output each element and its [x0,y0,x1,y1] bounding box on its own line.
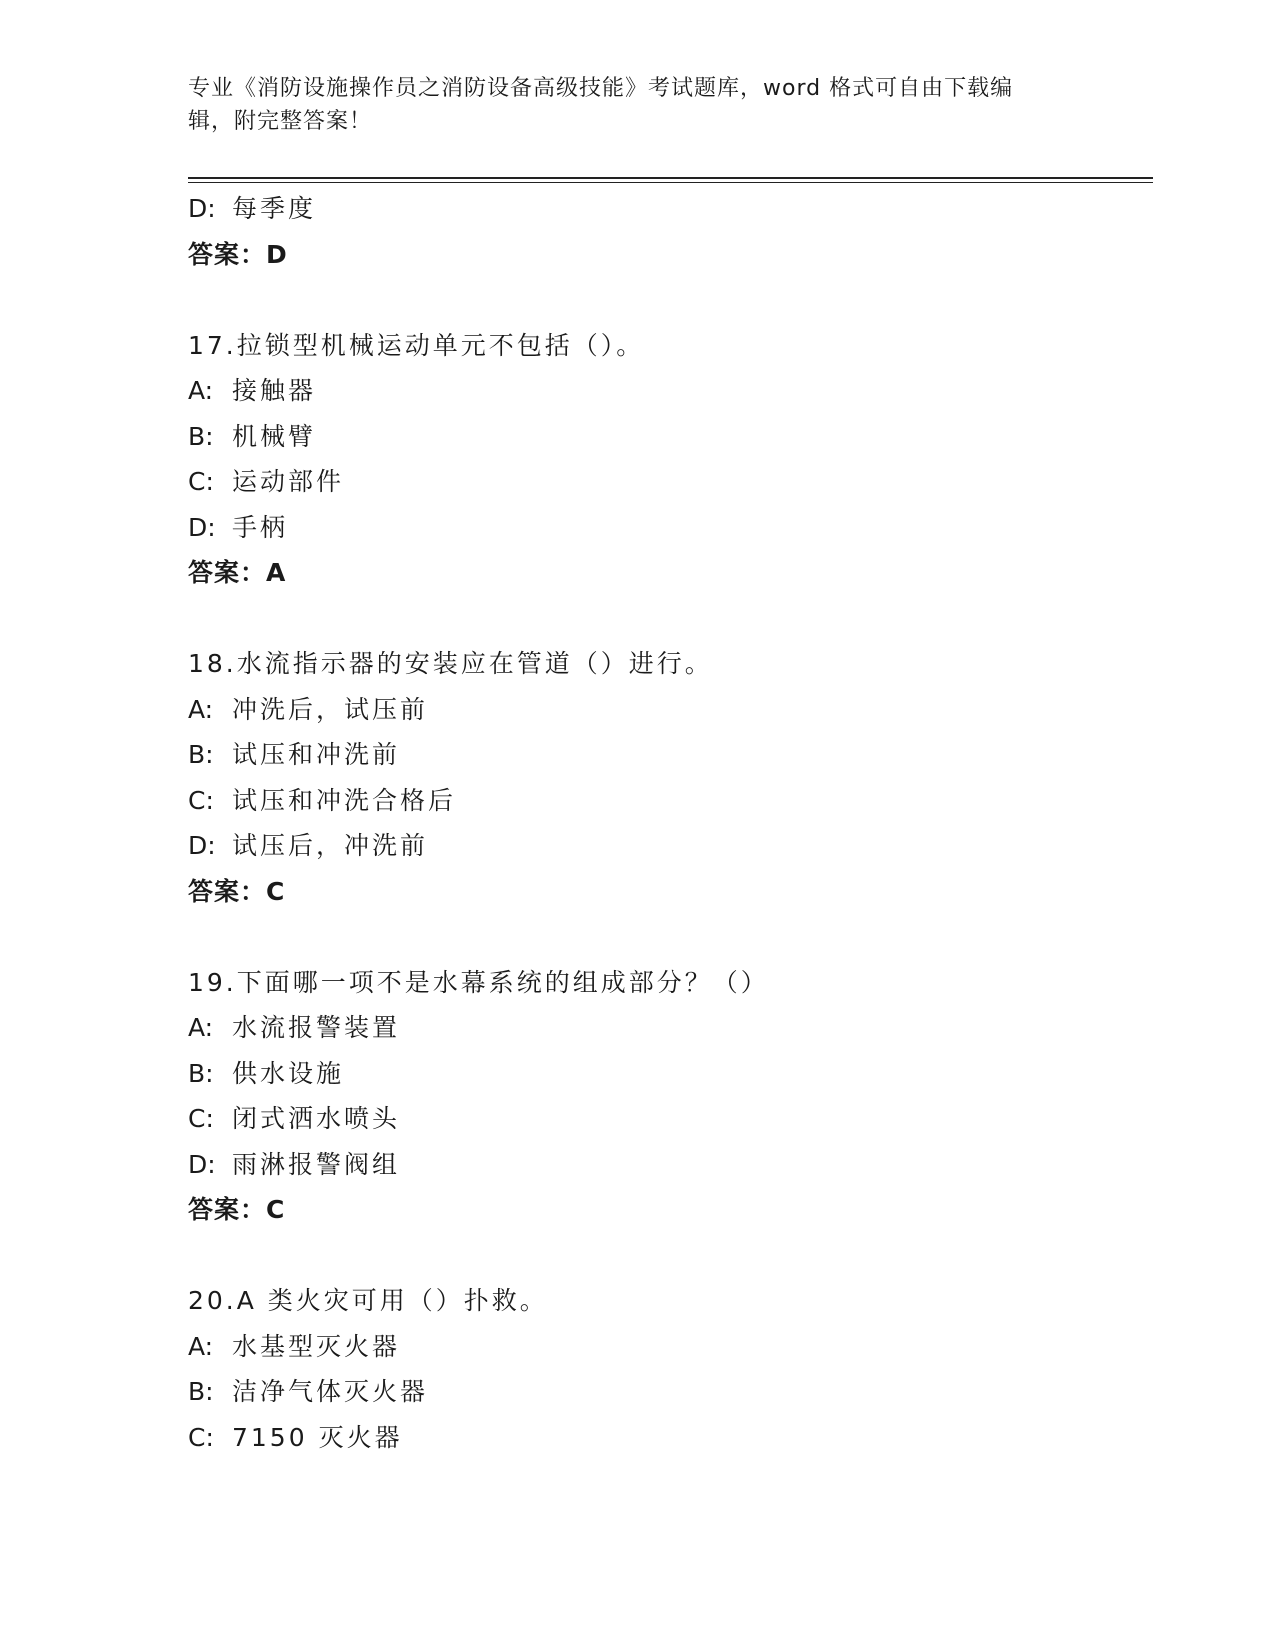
question-line: 17.拉锁型机械运动单元不包括（）。 [188,330,645,360]
block-spacer [188,1233,1148,1279]
header-line-2: 辑，附完整答案！ [188,109,373,134]
question-line: 19.下面哪一项不是水幕系统的组成部分？（） [188,967,769,997]
option-key: A: [188,1013,214,1042]
option-key: B: [188,1058,214,1088]
option-line [188,1324,1148,1370]
option-key: C: [188,785,214,815]
option-text: 水基型灭火器 [232,1331,401,1361]
option-text: 试压和冲洗前 [232,740,401,769]
answer-line: 答案：D [188,239,288,269]
block-spacer [188,596,1148,642]
block-spacer [188,277,1148,323]
question-line: 18.水流指示器的安装应在管道（）进行。 [188,649,713,678]
option-line [188,778,1148,824]
answer-line: 答案：C [188,1195,286,1224]
option-text: 手柄 [232,512,289,542]
option-text: 机械臂 [232,421,317,451]
header-line-1: 专业《消防设施操作员之消防设备高级技能》考试题库，word 格式可自由下载编 [188,76,1014,101]
option-text: 每季度 [232,194,317,223]
option-key: B: [188,1377,214,1406]
option-key: C: [188,1104,214,1133]
option-line [188,1142,1148,1188]
option-text: 供水设施 [232,1058,345,1088]
option-line [188,1051,1148,1097]
option-text: 试压后，冲洗前 [232,831,429,860]
option-line [188,186,1148,232]
option-text: 洁净气体灭火器 [232,1377,429,1406]
option-line [188,1005,1148,1051]
option-key: B: [188,740,214,769]
question-line: 20.A 类火灾可用（）扑救。 [188,1286,548,1315]
header-divider-thick [188,177,1153,179]
answer-line: 答案：A [188,558,287,587]
header-divider-thin [188,182,1153,183]
option-key: D: [188,194,216,223]
option-key: D: [188,512,216,542]
option-key: D: [188,1149,216,1179]
option-text: 雨淋报警阀组 [232,1149,401,1179]
option-key: D: [188,831,216,860]
option-text: 闭式洒水喷头 [232,1104,401,1133]
option-line [188,459,1148,505]
option-line [188,1096,1148,1142]
option-line [188,732,1148,778]
option-text: 运动部件 [232,467,345,496]
option-line [188,505,1148,551]
option-line [188,1369,1148,1415]
document-header [188,72,1088,138]
option-line [188,368,1148,414]
option-key: C: [188,467,214,496]
option-key: C: [188,1422,214,1452]
option-key: A: [188,694,214,724]
option-text: 试压和冲洗合格后 [232,785,457,815]
option-line [188,687,1148,733]
option-line [188,823,1148,869]
option-key: A: [188,1331,214,1361]
option-key: B: [188,421,214,451]
option-text: 接触器 [232,376,317,405]
answer-line: 答案：C [188,876,286,906]
option-line [188,1415,1148,1461]
option-line [188,414,1148,460]
block-spacer [188,914,1148,960]
option-text: 水流报警装置 [232,1013,401,1042]
question-list [188,186,1148,1460]
option-text: 冲洗后，试压前 [232,694,429,724]
option-text: 7150 灭火器 [232,1422,403,1452]
option-key: A: [188,376,214,405]
